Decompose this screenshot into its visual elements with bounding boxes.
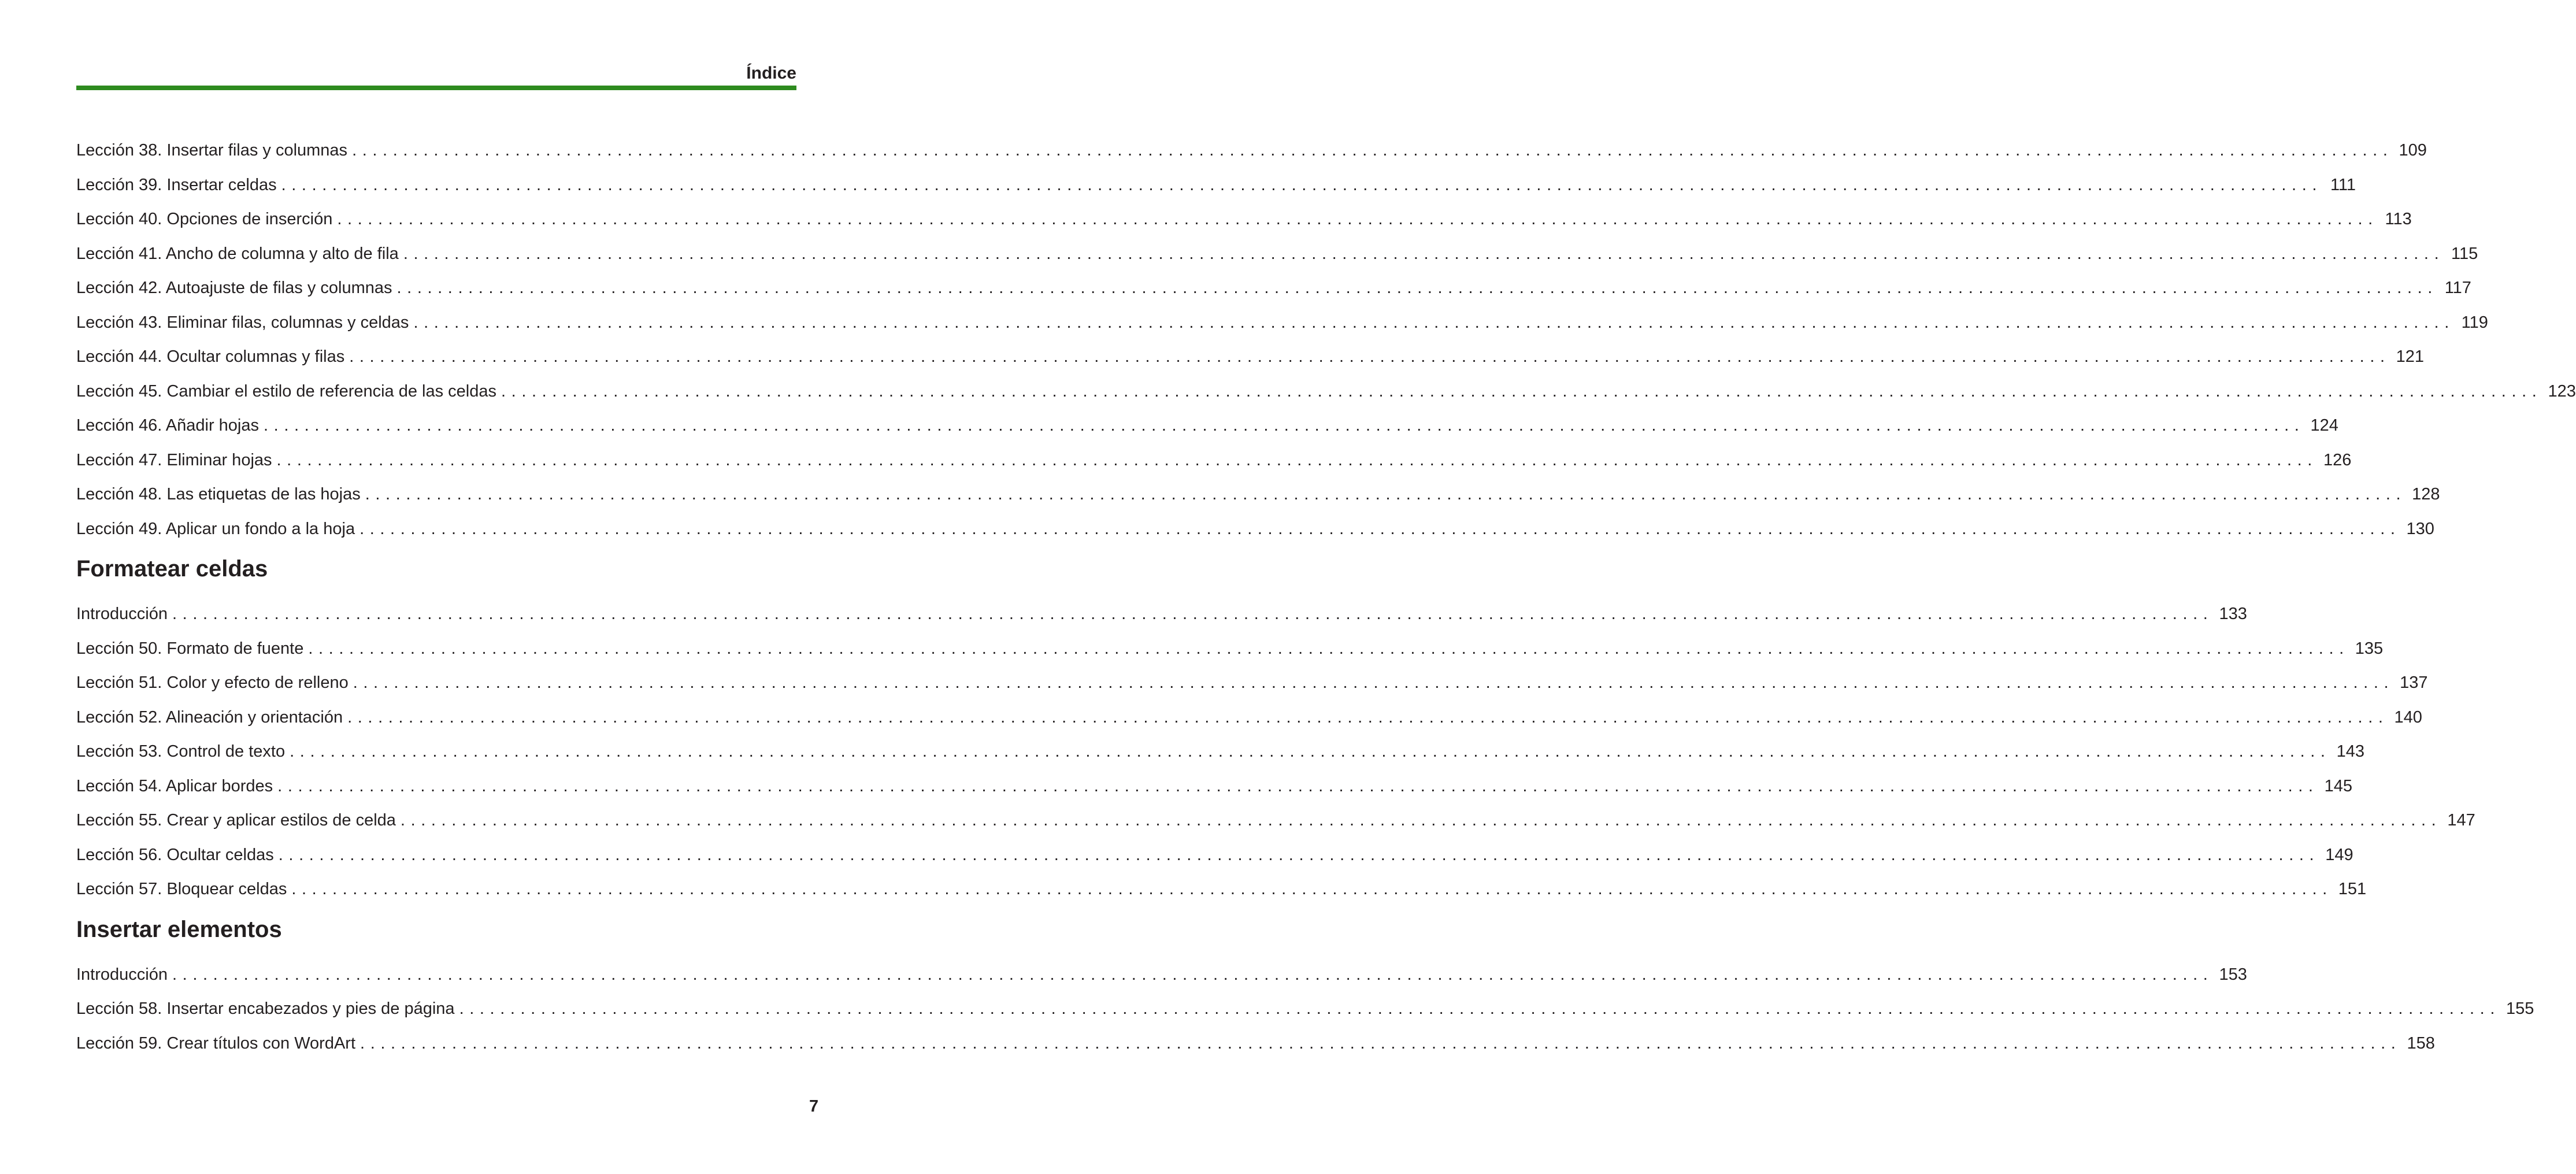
toc-entry-title: Lección 57. Bloquear celdas xyxy=(76,880,287,898)
dot-leader: ........................................................................................................................................................................................................ xyxy=(359,519,2401,538)
toc-entry xyxy=(76,639,2384,673)
dot-leader: ........................................................................................................................................................................................................ xyxy=(413,313,2455,332)
dot-leader: ........................................................................................................................................................................................................ xyxy=(349,347,2390,366)
toc-entry-title: Lección 40. Opciones de inserción xyxy=(76,210,333,228)
toc-entry-page: 137 xyxy=(2400,673,2428,692)
section-heading: Insertar elementos xyxy=(76,916,282,942)
toc-entry xyxy=(76,278,2471,313)
toc-entry xyxy=(76,879,2367,914)
toc-entry-title: Lección 54. Aplicar bordes xyxy=(76,776,273,795)
toc-entry-title: Lección 52. Alineación y orientación xyxy=(76,708,343,727)
dot-leader: ........................................................................................................................................................................................................ xyxy=(501,382,2542,401)
toc-entry xyxy=(76,776,2352,811)
toc-entry-title: Lección 48. Las etiquetas de las hojas xyxy=(76,485,361,503)
toc-entry xyxy=(76,209,2412,244)
dot-leader: ........................................................................................................................................................................................................ xyxy=(172,965,2214,984)
toc-entry-page: 158 xyxy=(2407,1034,2435,1053)
toc-entry-page: 135 xyxy=(2355,639,2384,658)
toc-entry-title: Lección 55. Crear y aplicar estilos de celda xyxy=(76,811,396,829)
toc-entry-title: Lección 46. Añadir hojas xyxy=(76,416,259,435)
toc-entry-page: 133 xyxy=(2219,605,2247,623)
toc-entry xyxy=(76,810,2475,845)
dot-leader: ........................................................................................................................................................................................................ xyxy=(459,999,2500,1018)
toc-entry-page: 130 xyxy=(2406,519,2434,538)
toc-entry-page: 149 xyxy=(2325,845,2353,864)
toc-entry-page: 124 xyxy=(2310,416,2338,435)
dot-leader: ........................................................................................................................................................................................................ xyxy=(400,811,2442,829)
toc-entry-page: 151 xyxy=(2338,880,2367,898)
toc-entry xyxy=(76,742,2364,776)
toc-entry-page: 153 xyxy=(2219,965,2247,984)
running-header-title: Índice xyxy=(746,64,796,83)
toc-entry-title: Lección 53. Control de texto xyxy=(76,742,286,761)
dot-leader: ........................................................................................................................................................................................................ xyxy=(347,708,2389,727)
toc-entry xyxy=(76,604,2247,639)
toc-entry-page: 143 xyxy=(2336,742,2364,761)
dot-leader: ........................................................................................................................................................................................................ xyxy=(264,416,2305,435)
toc-entry xyxy=(76,519,2434,554)
toc-entry xyxy=(76,416,2338,450)
toc-entry xyxy=(76,484,2440,519)
toc-entry xyxy=(76,175,2356,210)
dot-leader: ........................................................................................................................................................................................................ xyxy=(277,776,2319,795)
toc-entry-page: 126 xyxy=(2323,450,2352,469)
table-of-contents xyxy=(76,140,2576,1068)
toc-entry-title: Lección 49. Aplicar un fondo a la hoja xyxy=(76,519,355,538)
dot-leader: ........................................................................................................................................................................................................ xyxy=(396,279,2438,297)
toc-entry-title: Lección 51. Color y efecto de relleno xyxy=(76,673,349,692)
page-number: 7 xyxy=(809,1097,819,1116)
dot-leader: ........................................................................................................................................................................................................ xyxy=(278,845,2320,864)
toc-entry xyxy=(76,140,2427,175)
toc-entry-title: Lección 44. Ocultar columnas y filas xyxy=(76,347,345,366)
toc-entry-title: Lección 42. Autoajuste de filas y columnas xyxy=(76,279,392,297)
header-rule xyxy=(76,86,796,90)
dot-leader: ........................................................................................................................................................................................................ xyxy=(365,485,2407,503)
toc-entry-page: 121 xyxy=(2396,347,2425,366)
toc-entry xyxy=(76,347,2425,382)
dot-leader: ........................................................................................................................................................................................................ xyxy=(276,450,2318,469)
toc-entry xyxy=(76,708,2422,742)
toc-entry-page: 140 xyxy=(2394,708,2422,727)
toc-entry-page: 128 xyxy=(2412,485,2440,503)
toc-entry-page: 113 xyxy=(2385,210,2412,228)
dot-leader: ........................................................................................................................................................................................................ xyxy=(352,141,2393,160)
toc-entry xyxy=(76,673,2428,708)
toc-entry-title: Lección 41. Ancho de columna y alto de fila xyxy=(76,244,399,263)
toc-entry-title: Lección 58. Insertar encabezados y pies de página xyxy=(76,999,455,1018)
toc-entry-title: Lección 56. Ocultar celdas xyxy=(76,845,274,864)
toc-entry-title: Lección 45. Cambiar el estilo de referencia de las celdas xyxy=(76,382,497,401)
dot-leader: ........................................................................................................................................................................................................ xyxy=(290,742,2331,761)
toc-entry xyxy=(76,382,2576,416)
toc-entry xyxy=(76,999,2534,1034)
dot-leader: ........................................................................................................................................................................................................ xyxy=(308,639,2349,658)
toc-entry-title: Lección 38. Insertar filas y columnas xyxy=(76,141,348,160)
toc-entry-page: 123 xyxy=(2548,382,2576,401)
toc-entry-title: Lección 43. Eliminar filas, columnas y celdas xyxy=(76,313,409,332)
dot-leader: ........................................................................................................................................................................................................ xyxy=(172,605,2214,623)
toc-entry-page: 155 xyxy=(2506,999,2534,1018)
toc-entry-page: 115 xyxy=(2451,244,2478,263)
toc-entry-page: 147 xyxy=(2447,811,2475,829)
toc-entry-page: 111 xyxy=(2330,175,2356,194)
toc-entry-title: Lección 59. Crear títulos con WordArt xyxy=(76,1034,356,1053)
toc-entry-page: 109 xyxy=(2399,141,2427,160)
dot-leader: ........................................................................................................................................................................................................ xyxy=(403,244,2445,263)
toc-entry-title: Introducción xyxy=(76,605,168,623)
dot-leader: ........................................................................................................................................................................................................ xyxy=(337,210,2378,228)
dot-leader: ........................................................................................................................................................................................................ xyxy=(291,880,2333,898)
toc-entry-title: Lección 39. Insertar celdas xyxy=(76,175,277,194)
toc-entry-page: 117 xyxy=(2444,279,2471,297)
toc-entry xyxy=(76,845,2353,880)
toc-entry-page: 119 xyxy=(2461,313,2488,332)
toc-entry-page: 145 xyxy=(2324,776,2352,795)
section-heading: Formatear celdas xyxy=(76,556,268,582)
toc-entry xyxy=(76,965,2247,999)
toc-entry xyxy=(76,450,2352,485)
toc-entry-title: Lección 47. Eliminar hojas xyxy=(76,450,272,469)
toc-entry-title: Introducción xyxy=(76,965,168,984)
dot-leader: ........................................................................................................................................................................................................ xyxy=(281,175,2323,194)
toc-entry xyxy=(76,313,2488,347)
toc-entry-title: Lección 50. Formato de fuente xyxy=(76,639,304,658)
dot-leader: ........................................................................................................................................................................................................ xyxy=(353,673,2395,692)
dot-leader: ........................................................................................................................................................................................................ xyxy=(360,1034,2401,1053)
toc-entry xyxy=(76,244,2478,279)
toc-entry xyxy=(76,1034,2435,1068)
